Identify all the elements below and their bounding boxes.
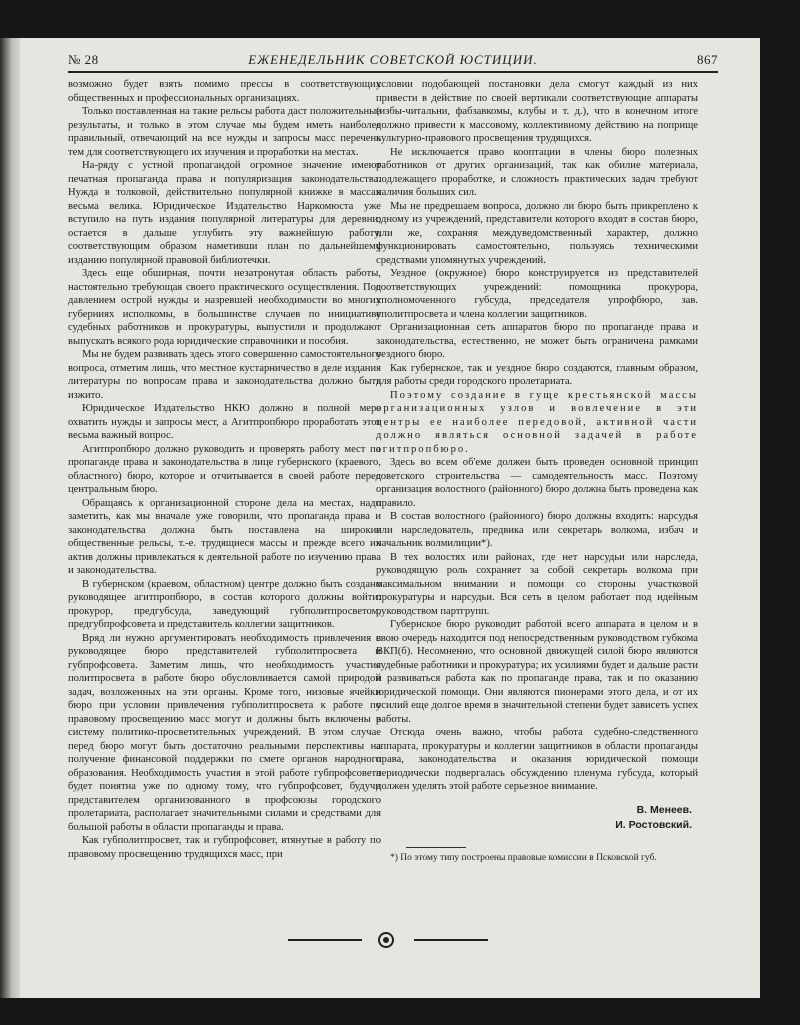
end-ornament: [288, 931, 488, 949]
page-number: 867: [697, 52, 718, 67]
ornament-line: [414, 939, 488, 941]
paragraph: условии подобающей постановки дела смогут каждый из них привести в действие по своей вертикали соответствующие аппараты (избы-читальни, фабзавкомы, клубы и т. д.), что в конечном итоге должно привести к массовому, коллективному действию на поприще культурно-правового просвещения трудящихся.: [376, 79, 698, 144]
left-column: [68, 78, 381, 861]
paragraph: Мы не предрешаем вопроса, должно ли бюро быть прикреплено к одному из учреждений, представители которого входят в состав бюро, или же, сохраняя междуведомственный характер, должно функционировать самостоятельно, пользуясь техническими средствами упомянутых учреждений.: [376, 200, 698, 266]
paragraph: Вряд ли нужно аргументировать необходимость привлечения в руководящее бюро представителей губполитпросвета и губпрофсовета. Заметим лишь, что необходимость участия политпросвета в работе бюро обусловливается самой природой задач, возложенных на эти органы. Кроме того, низовые ячейки бюро при условии привлечения губполитпросвета к работе по правовому просвещению масс могут и должны быть включены в систему политико-просветительных учреждений. В этом случае перед бюро могут быть достаточно реальными перспективы на получение финансовой поддержки по смете органов народного образования. Необходимость участия в этой работе губпрофсовета будет понятна уже по одному тому, что губпрофсовет, будучи представителем организованного в профсоюзы городского пролетариата, располагает значительными силами и средствами для большой работы в области пропаганды и права.: [68, 632, 381, 833]
paragraph: Юридическое Издательство НКЮ должно в полной мере охватить нужды и запросы мест, а Агитпропбюро проработать этот весьма важный вопрос.: [68, 403, 381, 441]
paragraph: В губернском (краевом, областном) центре должно быть создано руководящее агитпропбюро, в состав которого должны войти: прокурор, предгубсуда, заведующий губполитпросветом, предгубпрофсовета и представитель коллегии защитников.: [68, 578, 381, 630]
journal-page: [20, 38, 760, 998]
journal-title: ЕЖЕНЕДЕЛЬНИК СОВЕТСКОЙ ЮСТИЦИИ.: [248, 52, 538, 67]
paragraph: Агитпропбюро должно руководить и проверять работу мест по пропаганде права и законодательства в лице губернского (краевого, областного) бюро, которое и отчитывается в своей работе перед центральным бюро.: [68, 443, 381, 495]
paragraph: На-ряду с устной пропагандой огромное значение имеют печатная пропаганда права и популяризация законодательства. Нужда в толковой, действительно популярной книжке в массах весьма велика. Юридическое Издательство Наркомюста уже вступило на путь издания популярной литературы для деревни; остается в дальше углубить эту важнейшую работу, соответствующим образом наметивши план по дальнейшему изданию популярной правовой библиотечки.: [68, 160, 381, 266]
paragraph: Обращаясь к организационной стороне дела на местах, надо заметить, как мы вначале уже говорили, что пропаганда права и законодательства должна быть поставлена на широкие общественные рельсы, т.-е. трудящиеся массы и прежде всего их актив должны привлекаться к деятельной работе по изучению права и законодательства.: [68, 497, 381, 576]
running-header: [68, 52, 718, 72]
paragraph: В состав волостного (районного) бюро должны входить: нарсудья или нарследователь, предвика или секретарь волкома, избач и начальник волмилиции*).: [376, 511, 698, 549]
ornament-circle-icon: [378, 932, 394, 948]
paragraph: Не исключается право кооптации в члены бюро полезных работников от других организаций, так как обилие материала, подлежащего проработке, и сложность практических задач требуют наличия больших сил.: [376, 146, 698, 198]
header-rule: [68, 71, 718, 73]
author-name: И. Ростовский.: [615, 819, 692, 831]
paragraph: Здесь еще обширная, почти незатронутая область работы, настоятельно требующая своего практического осуществления. Под давлением острой нужды и назревшей необходимости во многих губерниях исполкомы, в большинстве случаев по инициативе судебных работников и прокуратуры, выпустили и продолжают выпускать всякого рода юридические справочники и пособия.: [68, 268, 381, 347]
paragraph: Только поставленная на такие рельсы работа даст положительные результаты, и только в этом случае мы будем иметь наиболее правильный, отвечающий на все нужды и запросы масс перечень тем для соответствующего их изучения и проработки на местах.: [68, 106, 381, 158]
paragraph: Мы не будем развивать здесь этого совершенно самостоятельного вопроса, отметим лишь, что местное кустарничество в деле издания литературы по вопросам права и законодательства должно быть изжито.: [68, 349, 381, 401]
footnote: *) По этому типу построены правовые комиссии в Псковской губ.: [390, 852, 657, 863]
right-column: [376, 78, 698, 864]
paragraph: Отсюда очень важно, чтобы работа судебно-следственного аппарата, прокуратуры и коллегии защитников в области пропаганды права, законодательства и оказания юридической помощи периодически подвергалась обсуждению пленума губсуда, который должен уделять этой работе серьезное внимание.: [376, 727, 698, 792]
paragraph: Губернское бюро руководит работой всего аппарата в целом и в свою очередь находится под непосредственным руководством губкома ВКП(б). Несомненно, что основной движущей силой бюро являются судебные работники и прокуратура; их усилиями будет и дальше расти и развиваться работа как по пропаганде права, так и по оказанию юридической помощи. Они являются пионерами этого дела, и от их усилий еще долгое время в значительной степени будет зависеть успех работы.: [376, 619, 698, 725]
paragraph: В тех волостях или районах, где нет нарсудьи или нарследа, руководящую роль сохраняет за собой секретарь волкома при максимальном внимании и помощи со стороны участковой прокуратуры и нарсудьи. Вся сеть в целом работает под идейным руководством партгрупп.: [376, 551, 698, 617]
book-spine-shadow: [0, 38, 20, 998]
ornament-line: [288, 939, 362, 941]
paragraph: Как губполитпросвет, так и губпрофсовет, втянутые в работу по правовому просвещению трудящихся масс, при: [68, 835, 381, 860]
paragraph: Уездное (окружное) бюро конструируется из представителей соответствующих учреждений: помощника прокурора, уполномоченного губсуда, председателя упрофбюро, зав. уполитпросвета и члена коллегии защитников.: [376, 268, 698, 320]
signature-block: [376, 804, 698, 833]
footnote-divider: [406, 847, 466, 848]
issue-number: № 28: [68, 52, 99, 67]
author-name: В. Менеев.: [636, 803, 692, 816]
emphasized-paragraph: Поэтому создание в гуще крестьянской массы организационных узлов и вовлечение в эти центры ее наиболее передовой, активной части должно являться основной задачей в работе агитпропбюро.: [376, 389, 698, 455]
paragraph: Организационная сеть аппаратов бюро по пропаганде права и законодательства, естественно, не может быть ограничена рамками уездного бюро.: [376, 322, 698, 360]
paragraph: Как губернское, так и уездное бюро создаются, главным образом, для работы среди городского пролетариата.: [376, 362, 698, 387]
paragraph: Здесь во всем об'еме должен быть проведен основной принцип советского строительства — самодеятельность масс. Поэтому организация волостного (районного) бюро должна быть проведена как правило.: [376, 457, 698, 509]
paragraph: возможно будет взять помимо прессы в соответствующих общественных и профессиональных организациях.: [68, 79, 381, 104]
